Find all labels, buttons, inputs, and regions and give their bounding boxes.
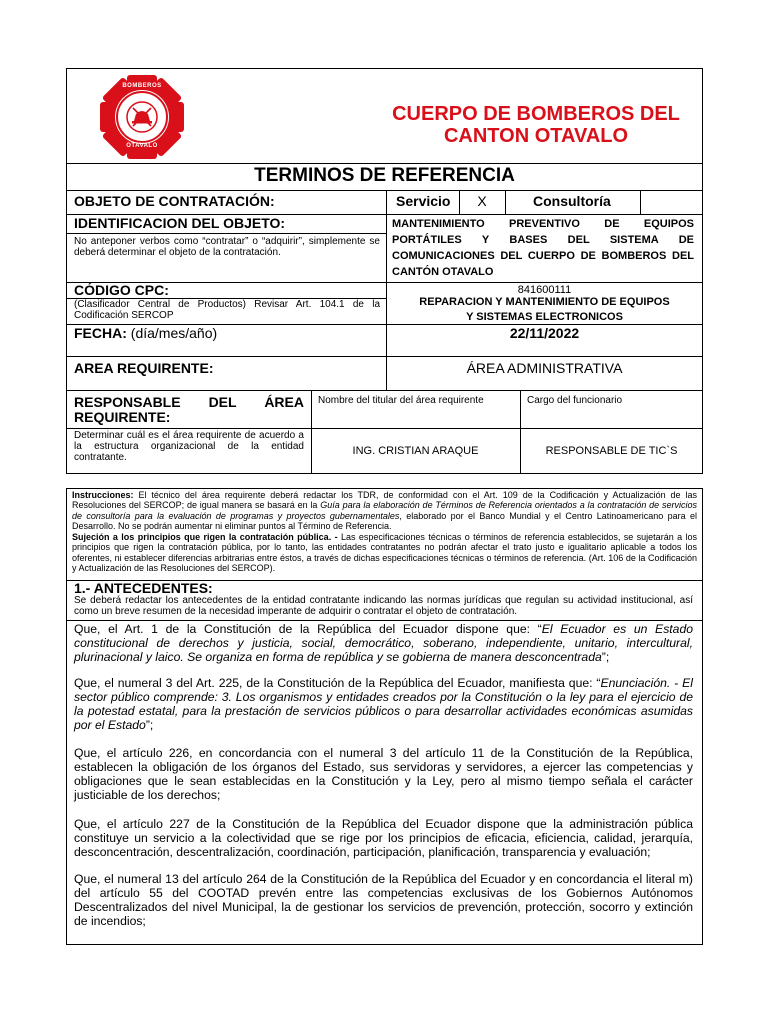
codigo-cpc-desc-line1: REPARACION Y MANTENIMIENTO DE EQUIPOS bbox=[419, 296, 670, 308]
antecedentes-paragraph-3: Que, el artículo 226, en concordancia con el numeral 3 del artículo 11 de la Constitución de la República, establecen la obligación de los órganos del Estado, sus servidoras y servidores, a ejercer las competencias y obligaciones que le sean establecidas en la Constitución y la Ley, pero al mismo tiempo señala el carácter justiciable de los derechos; bbox=[74, 746, 693, 803]
antecedentes-paragraph-5: Que, el numeral 13 del artículo 264 de la Constitución de la República del Ecuador y en concordancia el literal m) del artículo 55 del COOTAD prevén entre las competencias exclusivas de los Gobiernos Autónomos Descentralizados del nivel Municipal, la de gestionar los servicios de prevención, protección, socorro y extinción de incendios; bbox=[74, 872, 693, 929]
instrucciones-text2: , elaborado por el Banco Mundial y el Centro Latinoamericano para el Desarrollo. No se podrán aumentar ni eliminar puntos al Término de Referencia. bbox=[72, 510, 698, 532]
nombre-titular-header: Nombre del titular del área requirente bbox=[318, 395, 484, 406]
p1-quote: El Ecuador es un Estado constitucional de derechos y justicia, social, democrático, soberano, independiente, unitario, intercultural, plurinacional y laico. Se organiza en forma de república y se gobierna de manera desconcentrada bbox=[74, 622, 694, 665]
p1-lead: Que, el Art. 1 de la Constitución de la República del Ecuador dispone que: “ bbox=[74, 622, 542, 636]
fire-department-logo bbox=[94, 74, 190, 160]
sujecion-label: Sujeción a los principios que rigen la contratación pública. - bbox=[72, 531, 338, 542]
sujecion-text: Las especificaciones técnicas o términos de referencia establecidos, se sujetarán a los principios que rigen la contratación pública, por lo tanto, las entidades contratantes no podrán afectar el trato justo e igualitario aplicable a todos los oferentes, ni establecer diferencias arbitrarias entre éstos, a través de dichas especificaciones técnicas o términos de referencia. (Art. 106 de la Codificación y Actualización de las Resoluciones del SERCOP). bbox=[72, 531, 697, 574]
logo-bottom-text: OTAVALO bbox=[126, 143, 158, 149]
identificacion-note: No anteponer verbos como “contratar” o “adquirir”, simplemente se deberá determinar el objeto de la contratación. bbox=[74, 236, 380, 259]
organization-title-line2: CANTON OTAVALO bbox=[443, 125, 629, 147]
p2-lead: Que, el numeral 3 del Art. 225, de la Constitución de la República del Ecuador, manifiesta que: “ bbox=[74, 676, 601, 690]
identificacion-value: MANTENIMIENTO PREVENTIVO DE EQUIPOS PORTÁTILES Y BASES DEL SISTEMA DE COMUNICACIONES DEL CUERPO DE BOMBEROS DEL CANTÓN OTAVALO bbox=[392, 218, 694, 278]
antecedentes-paragraph-2 bbox=[74, 676, 693, 733]
fecha-label: FECHA: bbox=[74, 325, 127, 341]
servicio-label: Servicio bbox=[396, 193, 451, 209]
instrucciones-guide-title: Guía para la elaboración de Términos de Referencia orientados a la contratación de servicios de consultoría para la evaluación de programas y proyectos gubernamentales bbox=[72, 500, 697, 521]
cargo-funcionario-header: Cargo del funcionario bbox=[527, 395, 623, 406]
fecha-label-group bbox=[74, 326, 217, 342]
consultoria-label: Consultoría bbox=[533, 193, 611, 209]
codigo-cpc-note: (Clasificador Central de Productos) Revisar Art. 104.1 de la Codificación SERCOP bbox=[74, 299, 380, 322]
tdr-title: TERMINOS DE REFERENCIA bbox=[254, 165, 515, 186]
codigo-cpc-label: CÓDIGO CPC: bbox=[74, 282, 169, 298]
antecedentes-paragraph-4: Que, el artículo 227 de la Constitución de la República del Ecuador dispone que la administración pública constituye un servicio a la colectividad que se rige por los principios de eficacia, eficiencia, calidad, jerarquía, desconcentración, descentralización, coordinación, participación, planificación, transparencia y evaluación; bbox=[74, 817, 693, 860]
responsable-note: Determinar cuál es el área requirente de acuerdo a la estructura organizacional de la entidad contratante. bbox=[74, 430, 304, 464]
p1-end: ”; bbox=[601, 650, 610, 665]
antecedentes-heading: 1.- ANTECEDENTES: bbox=[74, 580, 213, 596]
organization-title-line1: CUERPO DE BOMBEROS DEL bbox=[392, 103, 680, 125]
area-requirente-label: AREA REQUIRENTE: bbox=[74, 360, 214, 376]
responsable-nombre: ING. CRISTIAN ARAQUE bbox=[352, 445, 479, 457]
fecha-value: 22/11/2022 bbox=[509, 325, 580, 341]
responsable-cargo: RESPONSABLE DE TIC`S bbox=[545, 445, 678, 457]
instrucciones-text1: El técnico del área requirente deberá redactar los TDR, de conformidad con el Art. 109 de la Codificación y Actualización de las Resoluciones del SERCOP; de igual manera se basará en la bbox=[72, 490, 697, 511]
identificacion-label: IDENTIFICACION DEL OBJETO: bbox=[74, 215, 286, 231]
antecedentes-paragraph-1 bbox=[74, 622, 693, 664]
codigo-cpc-desc-line2: Y SISTEMAS ELECTRONICOS bbox=[466, 311, 623, 323]
servicio-mark: X bbox=[477, 193, 487, 209]
codigo-cpc-number: 841600111 bbox=[517, 284, 572, 296]
fecha-format: (día/mes/año) bbox=[126, 325, 218, 341]
p2-quote: Enunciación. - El sector público comprende: 3. Los organismos y entidades creados por la Constitución o la ley para el ejercicio de la potestad estatal, para la prestación de servicios públicos o para desarrollar actividades económicas asumidas por el Estado bbox=[74, 676, 693, 733]
antecedentes-intro: Se deberá redactar los antecedentes de la entidad contratante indicando las normas jurídicas que regulan su actividad institucional, así como un breve resumen de la necesidad imperante de adquirir o contratar el objeto de contratación. bbox=[74, 595, 693, 618]
instrucciones-label: Instrucciones: bbox=[72, 490, 134, 500]
objeto-label: OBJETO DE CONTRATACIÓN: bbox=[74, 193, 275, 209]
instrucciones-block bbox=[72, 490, 697, 574]
responsable-label-line1: RESPONSABLE DEL ÁREA bbox=[74, 394, 304, 410]
logo-top-text: BOMBEROS bbox=[122, 83, 162, 89]
area-requirente-value: ÁREA ADMINISTRATIVA bbox=[466, 360, 623, 376]
responsable-label-line2: REQUIRENTE: bbox=[74, 409, 171, 425]
p2-end: ”; bbox=[145, 718, 154, 733]
